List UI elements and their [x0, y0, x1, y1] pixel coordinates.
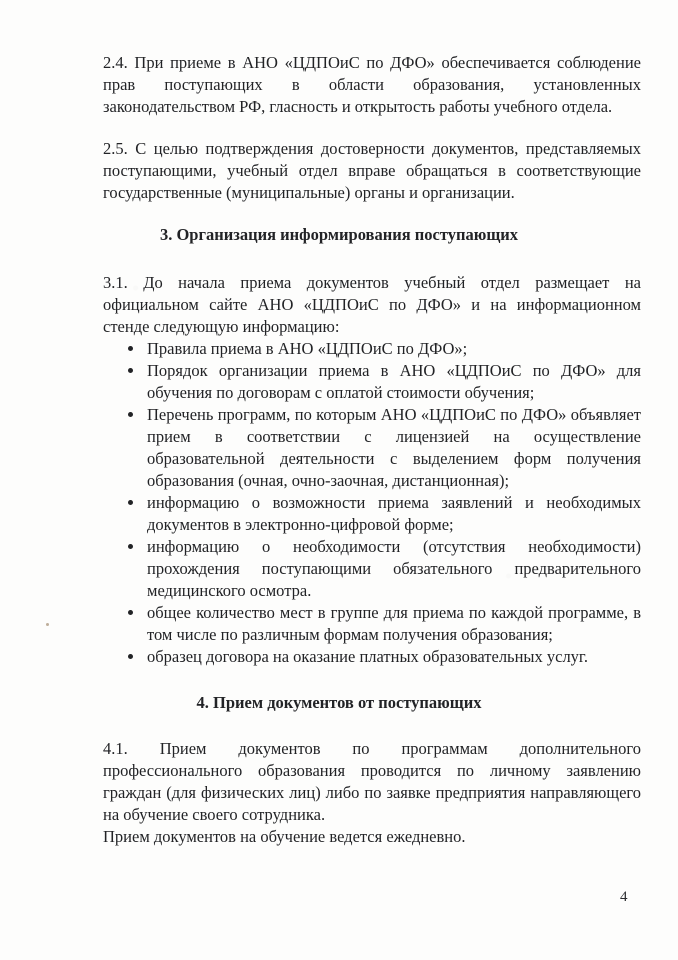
list-item-contract-sample: • образец договора на оказание платных образовательных услуг. [145, 646, 641, 668]
page-number: 4 [620, 889, 628, 905]
list-item-medical-exam: • информацию о необходимости (отсутствия необходимости) прохождения поступающими обязательного предварительного медицинского осмотра. [145, 536, 641, 602]
list-item-electronic-form: • информацию о возможности приема заявлений и необходимых документов в электронно-цифровой форме; [145, 492, 641, 536]
scan-artifact-dot [46, 623, 49, 626]
section-3-heading: 3. Организация информирования поступающих [159, 225, 519, 244]
paragraph-2-4: 2.4. При приеме в АНО «ЦДПОиС по ДФО» обеспечивается соблюдение прав поступающих в области образования, установленных законодательством РФ, гласность и открытость работы учебного отдела. [103, 53, 641, 116]
list-item-program-list: • Перечень программ, по которым АНО «ЦДПОиС по ДФО» объявляет прием в соответствии с лицензией на осуществление образовательной деятельности с выделением форм получения образования (очная, очно-заочная, дистанционная); [145, 404, 641, 492]
information-list [103, 338, 641, 668]
paragraph-3-1: 3.1. До начала приема документов учебный отдел размещает на официальном сайте АНО «ЦДПОиС по ДФО» и на информационном стенде следующую информацию: [103, 273, 641, 336]
section-4-heading: 4. Прием документов от поступающих [196, 693, 482, 712]
list-item-group-places: • общее количество мест в группе для приема по каждой программе, в том числе по различным формам получения образования; [145, 602, 641, 646]
paragraph-2-5: 2.5. С целью подтверждения достоверности документов, представляемых поступающими, учебный отдел вправе обращаться в соответствующие государственные (муниципальные) органы и организации. [103, 139, 641, 202]
paragraph-4-1: 4.1. Прием документов по программам дополнительного профессионального образования проводится по личному заявлению граждан (для физических лиц) либо по заявке предприятия направляющего на обучение своего сотрудника. [103, 739, 641, 824]
paragraph-4-1-note: Прием документов на обучение ведется ежедневно. [103, 827, 466, 846]
list-item-admission-order: • Порядок организации приема в АНО «ЦДПОиС по ДФО» для обучения по договорам с оплатой стоимости обучения; [145, 360, 641, 404]
list-item-admission-rules: • Правила приема в АНО «ЦДПОиС по ДФО»; [145, 338, 641, 360]
